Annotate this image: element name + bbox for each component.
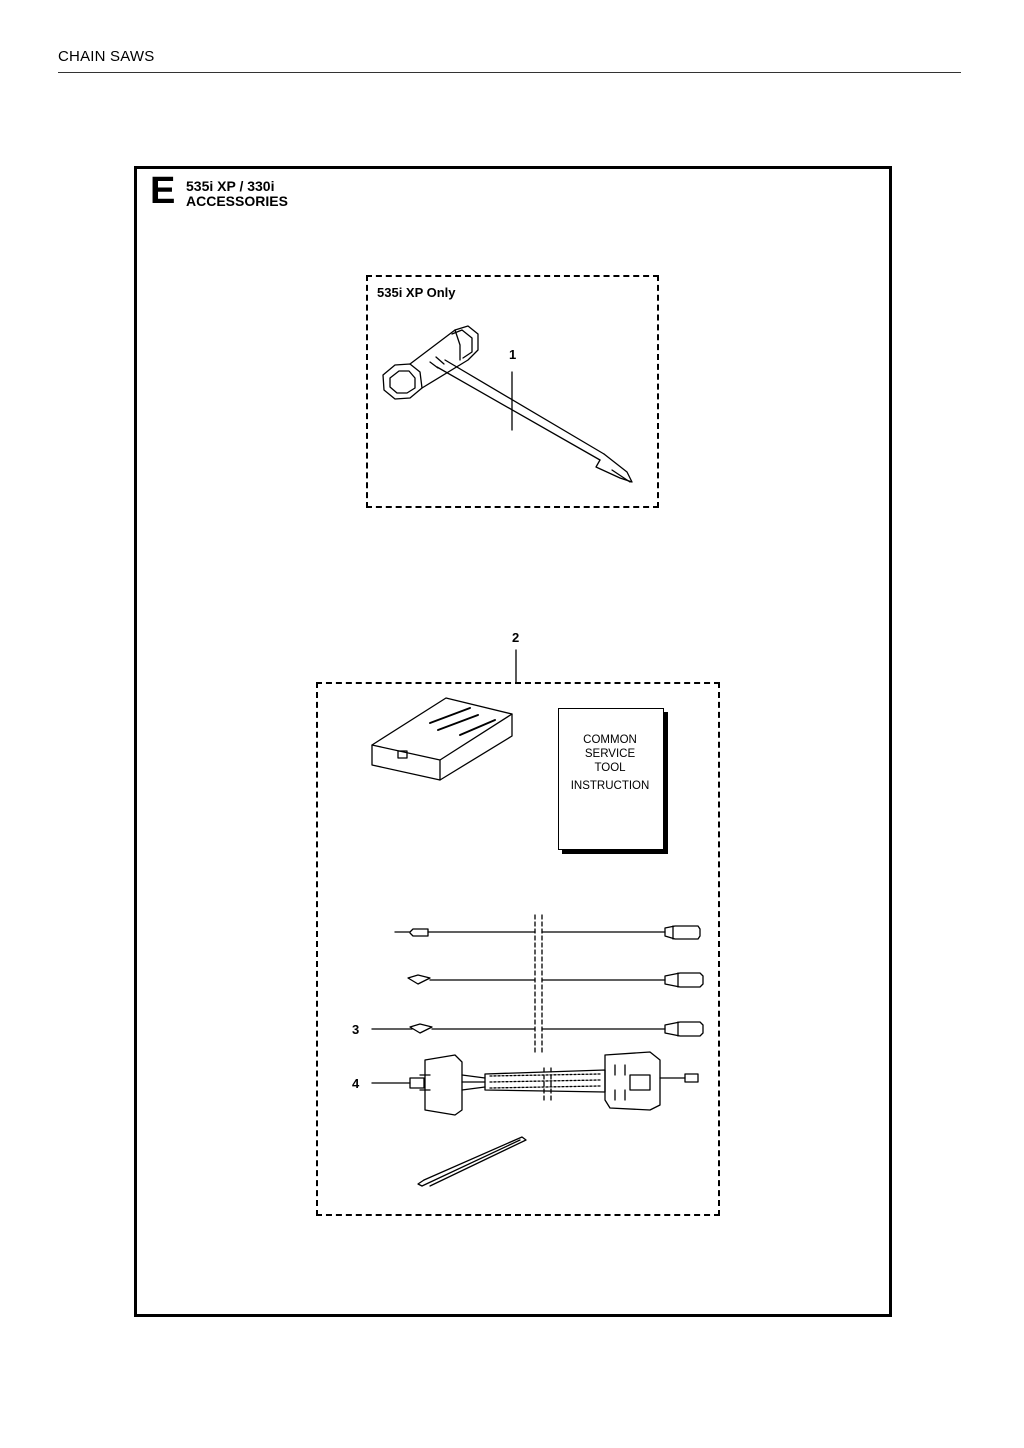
cable-3-icon	[410, 1022, 703, 1036]
manual-line: COMMON	[583, 734, 637, 746]
cable-1-icon	[395, 926, 700, 939]
adapter-harness-icon	[410, 1052, 698, 1115]
cable-2-icon	[408, 973, 703, 987]
section-title-name: ACCESSORIES	[186, 193, 288, 209]
combination-wrench-icon	[383, 326, 632, 482]
manual-line: TOOL	[594, 762, 626, 774]
interface-unit-icon	[372, 698, 512, 780]
manual-line: SERVICE	[584, 748, 636, 760]
box-label: 535i XP Only	[377, 285, 456, 300]
section-letter: E	[150, 170, 176, 212]
page-header-title: CHAIN SAWS	[58, 48, 155, 65]
manual-line: INSTRUCTION	[570, 780, 650, 792]
section-title-model: 535i XP / 330i	[186, 178, 275, 194]
callout-2: 2	[512, 630, 520, 645]
callout-1: 1	[509, 347, 517, 362]
tweezers-icon	[418, 1137, 526, 1186]
callout-3: 3	[352, 1022, 360, 1037]
callout-4: 4	[352, 1076, 360, 1091]
